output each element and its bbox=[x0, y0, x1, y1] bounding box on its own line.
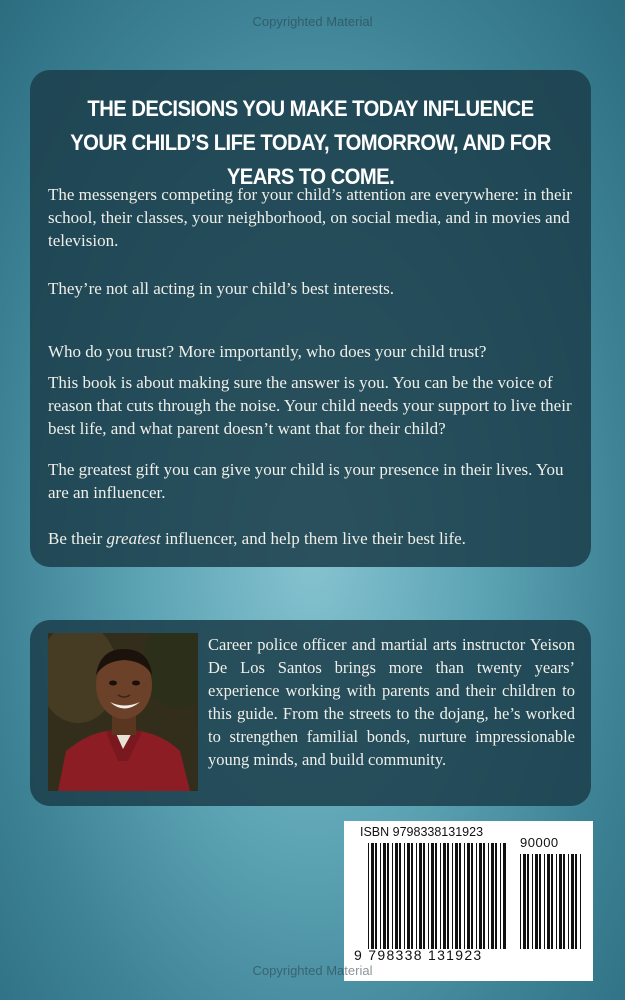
author-panel bbox=[30, 620, 591, 806]
blurb-paragraph: They’re not all acting in your child’s best interests. bbox=[48, 279, 395, 298]
price-code: 90000 bbox=[520, 835, 559, 850]
closing-emphasis: greatest bbox=[106, 529, 161, 548]
blurb-paragraph: Who do you trust? More importantly, who does your child trust? bbox=[48, 342, 487, 361]
blurb-panel bbox=[30, 70, 591, 567]
blurb-closing bbox=[48, 527, 578, 550]
blurb-paragraph: The greatest gift you can give your child is your presence in their lives. You are an influencer. bbox=[48, 460, 564, 502]
isbn-label: ISBN 9798338131923 bbox=[360, 825, 484, 839]
author-photo bbox=[48, 633, 198, 791]
author-bio: Career police officer and martial arts instructor Yeison De Los Santos brings more than twenty years’ experience working with parents and their children to this guide. From the streets to the dojang, he’s worked to strengthen familial bonds, nurture impressionable young minds, and build community. bbox=[208, 635, 575, 769]
barcode-digits: 9 798338 131923 bbox=[354, 947, 483, 963]
watermark-top: Copyrighted Material bbox=[252, 14, 373, 29]
author-portrait-illustration bbox=[48, 633, 198, 791]
isbn-barcode bbox=[344, 821, 593, 981]
blurb-paragraph: The messengers competing for your child’s attention are everywhere: in their school, their classes, your neighborhood, on social media, and in movies and television. bbox=[48, 185, 572, 250]
watermark-bottom: Copyrighted Material bbox=[252, 963, 373, 978]
closing-text-end: influencer, and help them live their best life. bbox=[160, 529, 466, 548]
blurb-heading: THE DECISIONS YOU MAKE TODAY INFLUENCE YOUR CHILD’S LIFE TODAY, TOMORROW, AND FOR YEARS TO COME. bbox=[70, 96, 551, 189]
blurb-paragraph: This book is about making sure the answer is you. You can be the voice of reason that cuts through the noise. Your child needs your support to live their best life, and what parent doesn’t want that for their child? bbox=[48, 373, 572, 438]
closing-text-start: Be their bbox=[48, 529, 107, 548]
